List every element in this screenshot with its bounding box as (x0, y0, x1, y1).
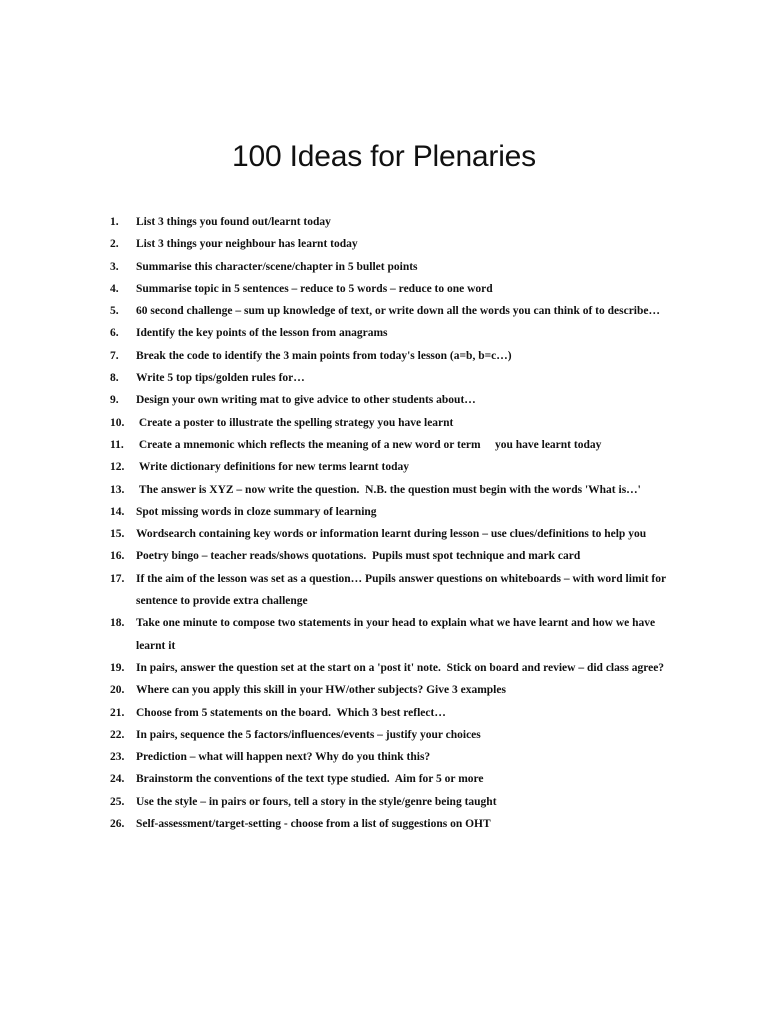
item-number: 26. (110, 818, 125, 831)
list-item (110, 300, 670, 322)
item-text: Take one minute to compose two statements in your head to explain what we have learnt and how we have learnt it (136, 617, 658, 652)
item-text: If the aim of the lesson was set as a question… Pupils answer questions on whiteboards – with word limit for sentence to provide extra challenge (136, 572, 669, 608)
item-number: 1. (110, 216, 119, 228)
list-item (110, 456, 670, 478)
item-text: Summarise this character/scene/chapter in 5 bullet points (136, 260, 418, 273)
list-item (110, 233, 670, 255)
item-text: Poetry bingo – teacher reads/shows quotations. Pupils must spot technique and mark card (136, 550, 581, 563)
item-number: 14. (110, 505, 125, 518)
item-number: 24. (110, 773, 125, 786)
item-text: In pairs, sequence the 5 factors/influences/events – justify your choices (136, 728, 481, 741)
item-text: Prediction – what will happen next? Why do you think this? (136, 751, 431, 764)
page-title: 100 Ideas for Plenaries (232, 140, 536, 173)
item-number: 21. (110, 706, 125, 719)
item-text: Where can you apply this skill in your HW/other subjects? Give 3 examples (136, 684, 506, 697)
item-number: 2. (110, 238, 119, 251)
item-number: 9. (110, 394, 119, 407)
item-text: Summarise topic in 5 sentences – reduce to 5 words – reduce to one word (136, 282, 493, 295)
item-number: 3. (110, 260, 119, 273)
item-text: The answer is XYZ – now write the question. N.B. the question must begin with the words 'What is…' (136, 483, 641, 496)
list-item (110, 256, 670, 278)
item-number: 13. (110, 483, 125, 496)
item-text: List 3 things you found out/learnt today (136, 216, 331, 228)
item-number: 19. (110, 661, 125, 674)
list-item (110, 501, 670, 523)
item-text: Design your own writing mat to give advice to other students about… (136, 394, 476, 407)
list-item (110, 389, 670, 411)
list-item (110, 768, 670, 790)
item-text: Choose from 5 statements on the board. Which 3 best reflect… (136, 706, 446, 719)
list-item (110, 679, 670, 701)
item-text: List 3 things your neighbour has learnt today (136, 238, 358, 251)
item-text: 60 second challenge – sum up knowledge of text, or write down all the words you can think of to describe… (136, 305, 661, 318)
item-text: Self-assessment/target-setting - choose from a list of suggestions on OHT (136, 818, 491, 831)
item-text: In pairs, answer the question set at the start on a 'post it' note. Stick on board and review – did class agree? (136, 661, 665, 674)
item-number: 17. (110, 572, 125, 585)
list-item (110, 278, 670, 300)
item-number: 18. (110, 617, 125, 630)
item-text: Use the style – in pairs or fours, tell a story in the style/genre being taught (136, 795, 497, 808)
item-text: Write 5 top tips/golden rules for… (136, 372, 305, 385)
item-number: 25. (110, 795, 125, 808)
list-item (110, 813, 670, 835)
item-number: 15. (110, 528, 125, 541)
item-text: Break the code to identify the 3 main points from today's lesson (a=b, b=c…) (136, 349, 512, 362)
item-number: 16. (110, 550, 125, 563)
list-item (110, 657, 670, 679)
item-number: 6. (110, 327, 119, 340)
item-number: 20. (110, 684, 125, 697)
item-number: 7. (110, 349, 119, 362)
item-number: 12. (110, 461, 125, 474)
list-item (110, 545, 670, 567)
list-item (110, 568, 670, 613)
item-text: Create a poster to illustrate the spelling strategy you have learnt (136, 416, 454, 429)
item-number: 4. (110, 282, 119, 295)
item-number: 5. (110, 305, 119, 318)
item-number: 23. (110, 751, 125, 764)
list-item (110, 322, 670, 344)
list-item (110, 702, 670, 724)
item-text: Write dictionary definitions for new terms learnt today (136, 461, 409, 474)
list-item (110, 612, 670, 657)
list-item (110, 724, 670, 746)
item-text: Create a mnemonic which reflects the meaning of a new word or term you have learnt today (136, 438, 602, 451)
list-item (110, 479, 670, 501)
list-item (110, 211, 670, 233)
list-item (110, 746, 670, 768)
item-number: 8. (110, 372, 119, 385)
list-item (110, 523, 670, 545)
list-item (110, 367, 670, 389)
list-item (110, 345, 670, 367)
list-item (110, 791, 670, 813)
item-number: 22. (110, 728, 125, 741)
item-text: Spot missing words in cloze summary of learning (136, 505, 377, 518)
ideas-list (110, 211, 670, 835)
item-number: 10. (110, 416, 125, 429)
item-text: Wordsearch containing key words or information learnt during lesson – use clues/definitions to help you (136, 528, 647, 541)
list-item (110, 412, 670, 434)
item-text: Brainstorm the conventions of the text type studied. Aim for 5 or more (136, 773, 484, 786)
item-number: 11. (110, 438, 124, 451)
list-item (110, 434, 670, 456)
item-text: Identify the key points of the lesson from anagrams (136, 327, 388, 340)
